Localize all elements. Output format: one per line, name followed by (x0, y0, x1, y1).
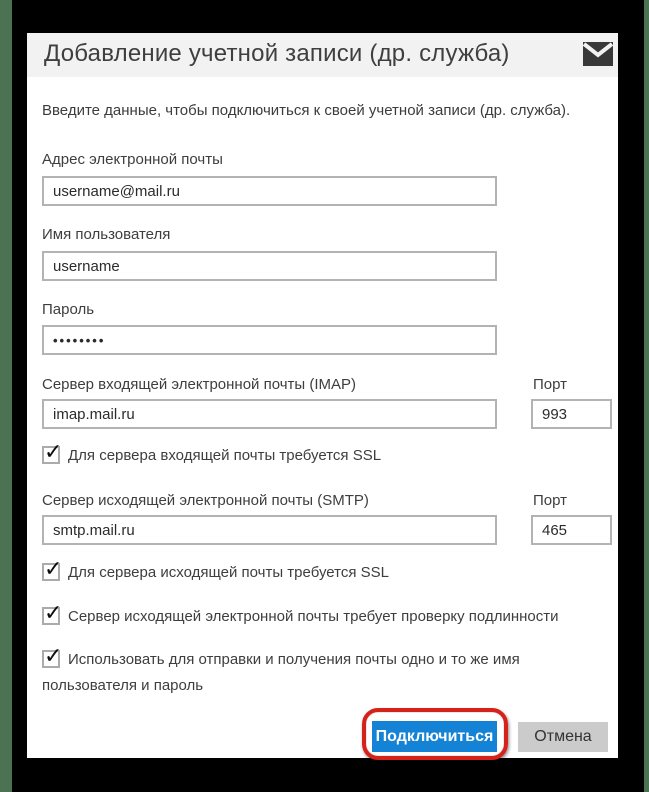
imap-port-input[interactable] (531, 399, 612, 429)
same-credentials-label[interactable]: Использовать для отправки и получения почты одно и то же имя пользователя и пароль (42, 651, 520, 694)
same-credentials-checkbox[interactable] (42, 643, 63, 668)
page-title: Добавление учетной записи (др. служба) (44, 40, 510, 67)
imap-port-label: Порт (533, 376, 568, 393)
incoming-ssl-label[interactable]: Для сервера входящей почты требуется SSL (68, 447, 382, 464)
envelope-icon (583, 41, 613, 67)
intro-text: Введите данные, чтобы подключиться к своей учетной записи (др. служба). (42, 102, 571, 119)
smtp-port-input[interactable] (531, 515, 612, 545)
smtp-server-label: Сервер исходящей электронной почты (SMTP) (42, 492, 369, 509)
dialog-header (27, 33, 618, 77)
checkmark-icon: ✓ (44, 600, 63, 625)
smtp-port-label: Порт (533, 492, 568, 509)
username-label: Имя пользователя (42, 226, 171, 243)
desktop-edge-right (644, 0, 649, 792)
incoming-ssl-row (42, 439, 598, 469)
password-input[interactable] (42, 325, 497, 355)
outgoing-auth-row (42, 600, 598, 630)
smtp-server-input[interactable] (42, 515, 497, 545)
checkmark-icon: ✓ (44, 439, 63, 464)
email-label: Адрес электронной почты (42, 151, 223, 168)
desktop-edge-left (0, 0, 12, 792)
outgoing-auth-label[interactable]: Сервер исходящей электронной почты требует проверку подлинности (68, 608, 559, 625)
outgoing-ssl-label[interactable]: Для сервера исходящей почты требуется SSL (68, 564, 389, 581)
connect-button[interactable]: Подключиться (372, 721, 497, 752)
password-label: Пароль (42, 301, 95, 318)
imap-server-input[interactable] (42, 399, 497, 429)
checkmark-icon: ✓ (44, 643, 63, 668)
add-account-dialog (27, 33, 618, 758)
outgoing-auth-checkbox[interactable] (42, 600, 63, 625)
incoming-ssl-checkbox[interactable] (42, 439, 63, 464)
email-input[interactable] (42, 176, 497, 206)
outgoing-ssl-checkbox[interactable] (42, 556, 63, 581)
outgoing-ssl-row (42, 556, 598, 586)
checkmark-icon: ✓ (44, 556, 63, 581)
same-credentials-row (42, 643, 598, 699)
cancel-button[interactable]: Отмена (518, 722, 608, 752)
imap-server-label: Сервер входящей электронной почты (IMAP) (42, 376, 357, 393)
username-input[interactable] (42, 251, 497, 281)
